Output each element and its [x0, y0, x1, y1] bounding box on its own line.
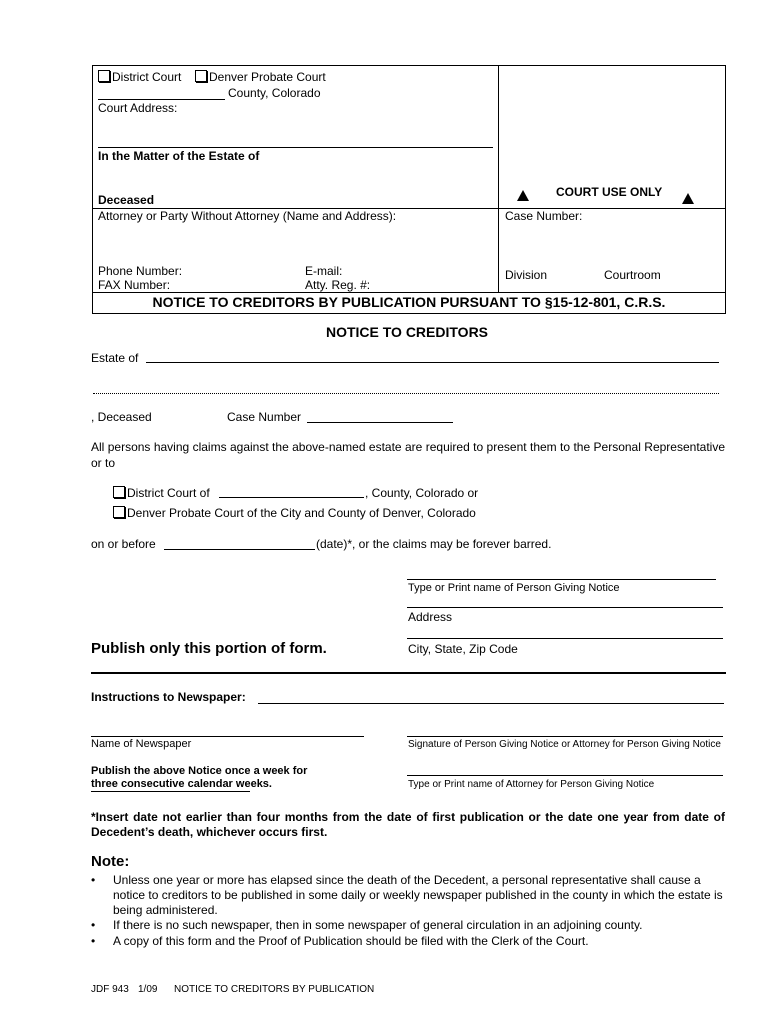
- footer-date: 1/09: [138, 984, 158, 995]
- email-label: E-mail:: [305, 264, 343, 278]
- county-colorado-or: , County, Colorado or: [365, 486, 479, 500]
- note-item-3: A copy of this form and the Proof of Publication should be filed with the Clerk of the Court.: [113, 934, 589, 948]
- publish-underline: [91, 791, 250, 792]
- footer-title: NOTICE TO CREDITORS BY PUBLICATION: [174, 984, 375, 995]
- separator-dotted-line: [93, 393, 719, 394]
- denver-probate-of-checkbox[interactable]: [113, 506, 125, 518]
- fax-label: FAX Number:: [98, 278, 171, 292]
- address-line[interactable]: [407, 607, 723, 608]
- attorney-name-line[interactable]: [407, 775, 723, 776]
- case-number-label: Case Number:: [505, 209, 583, 223]
- type-print-attorney-label: Type or Print name of Attorney for Person Giving Notice: [408, 779, 655, 790]
- note-item-2: If there is no such newspaper, then in some newspaper of general circulation in an adjoining county.: [113, 918, 643, 932]
- court-address-blank[interactable]: [98, 147, 493, 148]
- note-item-1: Unless one year or more has elapsed since the death of the Decedent, a personal representative shall cause a notice to creditors to be published in some daily or weekly newspaper published in the county in which the estate is being administered.: [113, 873, 723, 917]
- note-heading: Note:: [91, 853, 130, 870]
- insert-date-text: *Insert date not earlier than four months from the date of first publication or the date one year from date of Decedent’s death, whichever occurs first.: [91, 810, 725, 839]
- name-of-newspaper-label: Name of Newspaper: [91, 738, 192, 750]
- publish-only-text: Publish only this portion of form.: [91, 640, 327, 657]
- publish-divider: [91, 672, 726, 674]
- denver-probate-option[interactable]: Denver Probate Court: [195, 70, 326, 84]
- city-state-zip-line[interactable]: [407, 638, 723, 639]
- notice-heading: NOTICE TO CREDITORS: [325, 324, 489, 340]
- district-county-blank[interactable]: [219, 497, 364, 498]
- publish-line-1: Publish the above Notice once a week for: [91, 765, 308, 777]
- type-print-name-label: Type or Print name of Person Giving Notice: [408, 582, 620, 594]
- address-label: Address: [408, 610, 453, 624]
- note-bullet-2: •: [91, 918, 96, 932]
- phone-label: Phone Number:: [98, 264, 183, 278]
- estate-of-blank[interactable]: [146, 362, 719, 363]
- denver-probate-of-option[interactable]: Denver Probate Court of the City and County of Denver, Colorado: [113, 506, 476, 520]
- person-name-line[interactable]: [407, 579, 716, 580]
- county-colorado: County, Colorado: [228, 86, 321, 100]
- case-number-blank[interactable]: [307, 422, 453, 423]
- title-row-divider: [92, 292, 726, 293]
- district-court-of-checkbox[interactable]: [113, 486, 125, 498]
- date-blank[interactable]: [164, 549, 315, 550]
- estate-of-label: Estate of: [91, 351, 139, 365]
- publish-line-2: three consecutive calendar weeks.: [91, 778, 272, 790]
- court-use-only: COURT USE ONLY: [556, 185, 663, 199]
- date-suffix: (date)*, or the claims may be forever barred.: [316, 537, 552, 551]
- on-or-before-label: on or before: [91, 537, 156, 551]
- denver-probate-checkbox[interactable]: [195, 70, 207, 82]
- triangle-right-icon: [682, 193, 694, 204]
- claims-text: All persons having claims against the above-named estate are required to present them to the Personal Representative or to: [91, 440, 725, 470]
- instructions-blank[interactable]: [258, 703, 724, 704]
- district-court-option[interactable]: District Court: [98, 70, 181, 84]
- division-label: Division: [505, 268, 548, 282]
- court-address-label: Court Address:: [98, 101, 178, 115]
- atty-reg-label: Atty. Reg. #:: [305, 278, 371, 292]
- caption-divider: [498, 65, 499, 292]
- note-bullet-1: •: [91, 873, 96, 887]
- form-title: NOTICE TO CREDITORS BY PUBLICATION PURSUANT TO §15-12-801, C.R.S.: [152, 294, 666, 310]
- signature-label: Signature of Person Giving Notice or Attorney for Person Giving Notice: [408, 739, 721, 750]
- district-court-checkbox[interactable]: [98, 70, 110, 82]
- deceased-suffix: , Deceased: [91, 410, 152, 424]
- attorney-label: Attorney or Party Without Attorney (Name and Address):: [98, 209, 397, 223]
- county-blank[interactable]: [98, 99, 225, 100]
- matter-of-estate: In the Matter of the Estate of: [98, 149, 260, 163]
- courtroom-label: Courtroom: [604, 268, 661, 282]
- instructions-label: Instructions to Newspaper:: [91, 690, 246, 704]
- deceased-label: Deceased: [98, 193, 155, 207]
- footer-form-id: JDF 943: [91, 984, 129, 995]
- city-state-zip-label: City, State, Zip Code: [408, 642, 518, 656]
- district-court-of-option[interactable]: District Court of: [113, 486, 210, 500]
- note-bullet-3: •: [91, 934, 96, 948]
- case-number-text: Case Number: [227, 410, 302, 424]
- signature-line[interactable]: [407, 736, 723, 737]
- newspaper-line[interactable]: [91, 736, 364, 737]
- triangle-left-icon: [517, 190, 529, 201]
